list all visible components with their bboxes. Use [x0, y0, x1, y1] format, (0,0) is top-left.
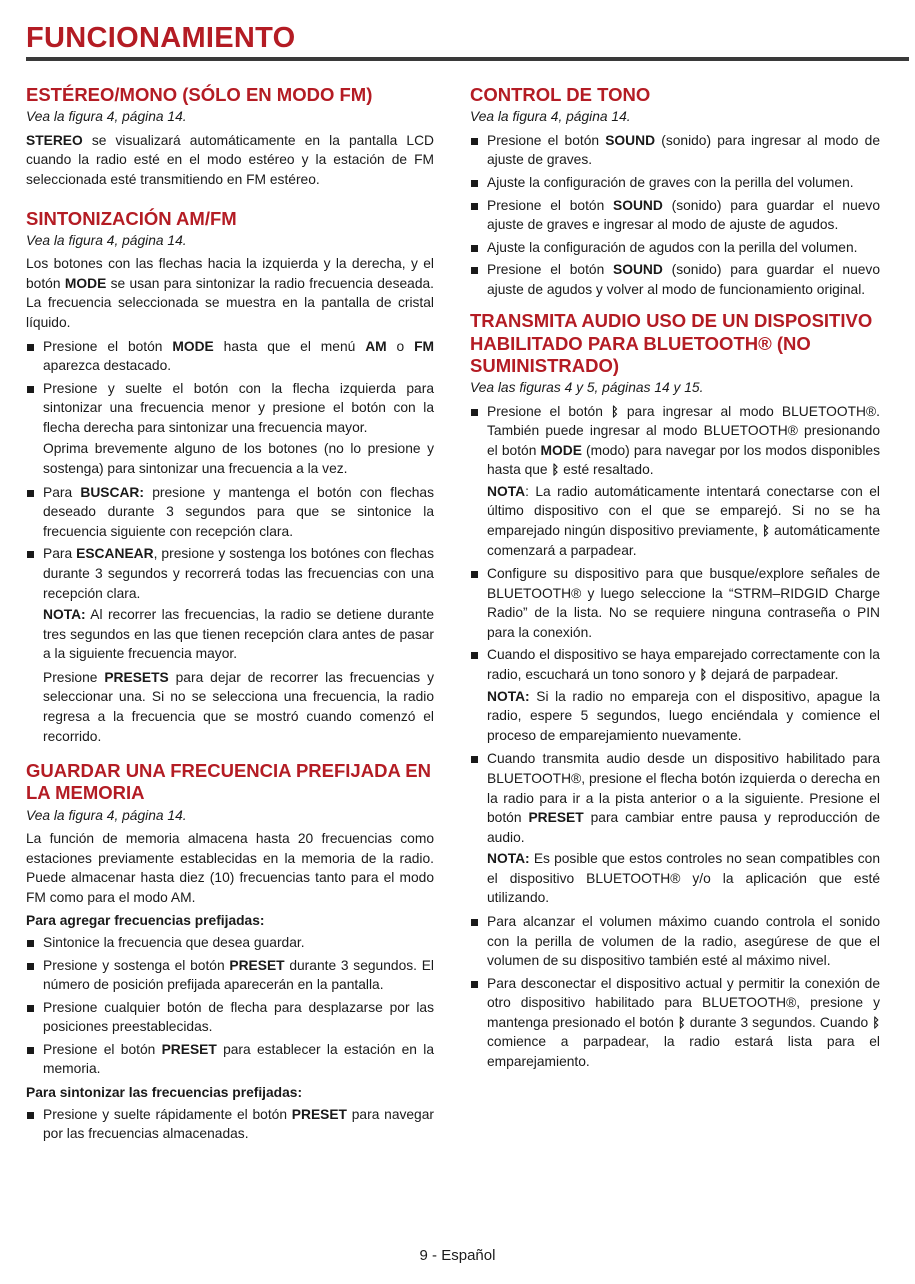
add-presets-steps [26, 933, 434, 1079]
list-item: Presione el botón SOUND (sonido) para ingresar al modo de ajuste de graves. [470, 131, 880, 170]
page-title: FUNCIONAMIENTO [26, 22, 296, 54]
stereo-paragraph: STEREO se visualizará automáticamente en la pantalla LCD cuando la radio esté en el modo estéreo y la estación de FM seleccionada esté transmitiendo en FM estéreo. [26, 132, 434, 187]
list-item: Presione el botón SOUND (sonido) para guardar el nuevo ajuste de graves e ingresar al modo de ajuste de agudos. [470, 196, 880, 235]
tuning-figure-ref: Vea la figura 4, página 14. [26, 232, 187, 248]
tuning-heading: SINTONIZACIÓN AM/FM [26, 207, 237, 229]
list-item: Presione cualquier botón de flecha para desplazarse por las posiciones preestablecidas. [26, 998, 434, 1037]
bluetooth-note-1: NOTA: La radio automáticamente intentará conectarse con el último dispositivo con el que se emparejó. Si no se ha emparejado ningún dispositivo previamente, ᛒ automáticamente comenzará a parpadear. [487, 483, 880, 558]
list-item: Ajuste la configuración de graves con la perilla del volumen. [470, 173, 880, 193]
tuning-presets-note: Presione PRESETS para dejar de recorrer las frecuencias y seleccionar una. Si no se selecciona una frecuencia, la radio regresa a la frecuencia que se mostró cuando comenzó el recorrido. [43, 669, 434, 744]
bluetooth-icon: ᛒ [551, 462, 560, 478]
tone-figure-ref: Vea la figura 4, página 14. [470, 109, 631, 125]
bluetooth-icon: ᛒ [872, 1014, 880, 1030]
list-item: Para desconectar el dispositivo actual y permitir la conexión de otro dispositivo habilitado para BLUETOOTH®, presione y mantenga presionado el botón ᛒ durante 3 segundos. Cuando ᛒ comience a parpadear, la radio estará lista para el emparejamiento. [470, 974, 880, 1072]
tuning-steps [26, 337, 434, 747]
list-item: Presione y suelte rápidamente el botón PRESET para navegar por las frecuencias almacenadas. [26, 1105, 434, 1144]
bluetooth-heading: TRANSMITA AUDIO USO DE UN DISPOSITIVO HABILITADO PARA BLUETOOTH® (NO SUMINISTRADO) [470, 310, 873, 376]
tune-presets-steps [26, 1105, 434, 1144]
tuning-intro: Los botones con las flechas hacia la izquierda y la derecha, y el botón MODE se usan para sintonizar la radio frecuencia deseada. La frecuencia seleccionada se muestra en la pantalla de cristal líquido. [26, 256, 434, 330]
bluetooth-icon: ᛒ [762, 523, 770, 538]
bluetooth-figure-ref: Vea las figuras 4 y 5, páginas 14 y 15. [470, 379, 704, 395]
memory-figure-ref: Vea la figura 4, página 14. [26, 807, 187, 823]
tone-heading: CONTROL DE TONO [470, 84, 651, 105]
add-presets-heading: Para agregar frecuencias prefijadas: [26, 913, 265, 929]
memory-intro: La función de memoria almacena hasta 20 frecuencias como estaciones previamente establecidas en la memoria de la radio. Puede almacenar hasta diez (10) frecuencias tanto para el modo FM como para el modo AM. [26, 831, 434, 905]
list-item: Sintonice la frecuencia que desea guardar. [26, 933, 434, 953]
bluetooth-icon: ᛒ [699, 667, 708, 683]
tuning-step-continuation: Oprima brevemente alguno de los botones (no lo presione y sostenga) para sintonizar una frecuencia a la vez. [43, 441, 434, 477]
list-item: Para ESCANEAR, presione y sostenga los botónes con flechas durante 3 segundos y recorrerá todas las frecuencias con una recepción clara. NOTA: Al recorrer las frecuencias, la radio se detiene durante tres segundos en las que tienen recepción clara antes de pasar a la siguiente frecuencia mayor. Presione PRESETS para dejar de recorrer las frecuencias y seleccionar una. Si no se selecciona una frecuencia, la radio regresa a la frecuencia que se mostró cuando comenzó el recorrido. [26, 544, 434, 746]
tune-presets-heading: Para sintonizar las frecuencias prefijadas: [26, 1085, 303, 1101]
tone-steps [470, 131, 880, 300]
bluetooth-steps [470, 402, 880, 1072]
left-column [26, 84, 434, 1147]
list-item: Para alcanzar el volumen máximo cuando controla el sonido con la perilla de volumen de la radio, asegúrese de que el volumen de su dispositivo también esté al máximo nivel. [470, 912, 880, 971]
list-item: Cuando transmita audio desde un dispositivo habilitado para BLUETOOTH®, presione el flecha botón izquierda o derecha en la radio para ir a la pista anterior o a la siguiente. Presione el botón PRESET para cambiar entre pausa y reproducción de audio. NOTA: Es posible que estos controles no sean compatibles con el dispositivo BLUETOOTH® y/o la aplicación que esté utilizando. [470, 749, 880, 908]
stereo-figure-ref: Vea la figura 4, página 14. [26, 109, 187, 125]
list-item: Presione el botón ᛒ para ingresar al modo BLUETOOTH®. También puede ingresar al modo BLUETOOTH® presionando el botón MODE (modo) para navegar por los modos disponibles hasta que ᛒ esté resaltado. NOTA: La radio automáticamente intentará conectarse con el último dispositivo con el que se emparejó. Si no se ha emparejado ningún dispositivo previamente, ᛒ automáticamente comenzará a parpadear. [470, 402, 880, 561]
list-item: Presione el botón SOUND (sonido) para guardar el nuevo ajuste de agudos y volver al modo de funcionamiento original. [470, 260, 880, 299]
tuning-note: NOTA: Al recorrer las frecuencias, la radio se detiene durante tres segundos en las que tienen recepción clara antes de pasar a la siguiente frecuencia mayor. [43, 607, 434, 662]
list-item: Ajuste la configuración de agudos con la perilla del volumen. [470, 238, 880, 258]
list-item: Cuando el dispositivo se haya emparejado correctamente con la radio, escuchará un tono sonoro y ᛒ dejará de parpadear. NOTA: Si la radio no empareja con el dispositivo, apague la radio, espere 5 segundos, luego enciéndala y comience el proceso de emparejamiento nuevamente. [470, 645, 880, 745]
list-item: Presione el botón MODE hasta que el menú AM o FM aparezca destacado. [26, 337, 434, 376]
page-footer: 9 - Español [419, 1247, 496, 1264]
stereo-heading: ESTÉREO/MONO (SÓLO EN MODO FM) [26, 84, 373, 105]
list-item: Para BUSCAR: presione y mantenga el botón con flechas deseado durante 3 segundos para que se sintonice la frecuencia siguiente con recepción clara. [26, 483, 434, 542]
bluetooth-icon: ᛒ [610, 403, 619, 419]
list-item: Presione el botón PRESET para establecer la estación en la memoria. [26, 1040, 434, 1079]
bluetooth-note-3: NOTA: Es posible que estos controles no sean compatibles con el dispositivo BLUETOOTH® y/o la aplicación que esté utilizando. [487, 851, 880, 906]
list-item: Configure su dispositivo para que busque/explore señales de BLUETOOTH® y luego seleccione la “STRM–RIDGID Charge Radio” de la lista. No se requiere ninguna contraseña o PIN para la conexión. [470, 564, 880, 642]
memory-heading: GUARDAR UNA FRECUENCIA PREFIJADA EN LA MEMORIA [26, 760, 431, 804]
right-column [470, 84, 880, 1075]
list-item: Presione y suelte el botón con la flecha izquierda para sintonizar una frecuencia menor y presione el botón con la flecha derecha para sintonizar una frecuencia mayor. Oprima brevemente alguno de los botones (no lo presione y sostenga) para sintonizar una frecuencia a la vez. [26, 379, 434, 479]
title-divider [26, 57, 909, 61]
list-item: Presione y sostenga el botón PRESET durante 3 segundos. El número de posición prefijada aparecerán en la pantalla. [26, 956, 434, 995]
bluetooth-icon: ᛒ [677, 1014, 686, 1030]
bluetooth-note-2: NOTA: Si la radio no empareja con el dispositivo, apague la radio, espere 5 segundos, luego enciéndala y comience el proceso de emparejamiento nuevamente. [487, 688, 880, 743]
